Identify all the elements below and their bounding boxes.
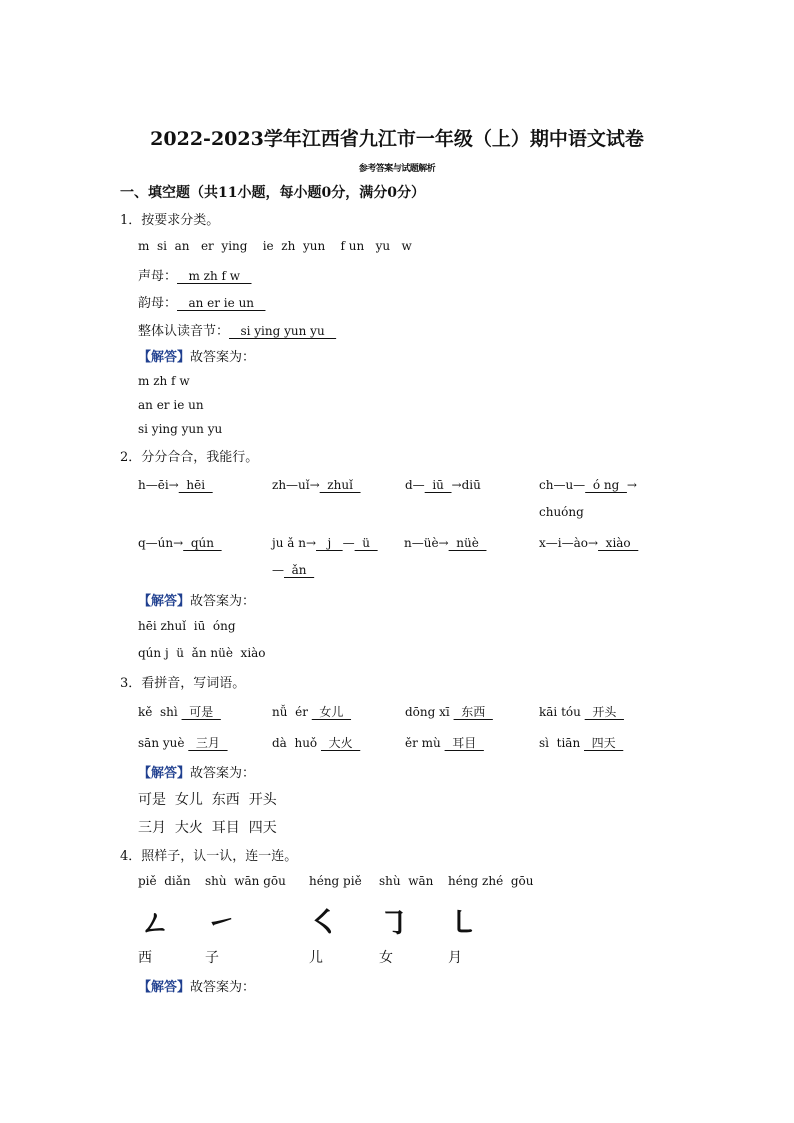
q3-item-answer: 三月 xyxy=(188,736,228,750)
q2-item-4-answer: ó ng xyxy=(585,478,627,492)
q2-item-7 xyxy=(404,536,486,550)
q3-item xyxy=(138,703,221,720)
stroke-symbol: ㇆ xyxy=(379,906,409,941)
q3-prompt: 3．看拼音，写词语。 xyxy=(120,676,246,691)
answer-is-label: 故答案为： xyxy=(190,350,256,365)
q2-item-3-suffix: →diū xyxy=(451,478,481,492)
q4-pinyin: piě diǎn xyxy=(138,874,191,888)
q3-item xyxy=(272,734,360,751)
q2-item-6-dash: — xyxy=(342,536,355,550)
q2-item-4-prompt: ch—u— xyxy=(539,478,586,492)
stroke-symbol: ㄥ xyxy=(140,906,170,941)
q1-syllables: m si an er ying ie zh yun f un yu w xyxy=(138,239,412,253)
zhengti-label: 整体认读音节： xyxy=(138,324,230,339)
q2-prompt: 2．分分合合，我能行。 xyxy=(120,450,259,465)
q2-item-4-result: chuóng xyxy=(539,505,584,519)
q3-item xyxy=(138,734,228,751)
q2-answer-2: qún j ü ǎn nüè xiào xyxy=(138,646,266,660)
q1-jieda xyxy=(138,346,255,365)
q2-item-6 xyxy=(272,536,378,550)
stroke-symbol: ㇀ xyxy=(206,906,236,941)
q3-answer-2: 三月 大火 耳目 四天 xyxy=(138,820,277,836)
q3-item xyxy=(539,703,624,720)
stroke-symbol: ㇛ xyxy=(309,906,339,941)
shengmu-answer: m zh f w xyxy=(177,269,252,283)
q2-item-6-cont xyxy=(272,563,314,577)
q3-item-answer: 东西 xyxy=(453,705,493,719)
q2-item-4 xyxy=(539,478,637,492)
answer-is-label: 故答案为： xyxy=(190,594,256,609)
answer-is-label: 故答案为： xyxy=(190,980,256,995)
q1-answer-3: si ying yun yu xyxy=(138,422,223,436)
q2-item-3 xyxy=(405,478,481,492)
jieda-label: 【解答】 xyxy=(138,980,191,995)
q4-char: 女 xyxy=(379,950,393,966)
q3-answer-1: 可是 女儿 东西 开头 xyxy=(138,792,277,808)
q2-item-8-prompt: x—i—ào→ xyxy=(539,536,599,550)
q3-item-pinyin: nǚ ér xyxy=(272,705,308,719)
q3-item xyxy=(405,703,493,720)
q2-item-7-prompt: n—üè→ xyxy=(404,536,449,550)
q2-item-2-prompt: zh—uǐ→ xyxy=(272,478,320,492)
q3-item-pinyin: sì tiān xyxy=(539,736,581,750)
q2-item-1 xyxy=(138,478,213,492)
q1-answer-1: m zh f w xyxy=(138,374,190,388)
q2-item-5 xyxy=(138,536,222,550)
q2-item-6-prompt: ju ǎ n→ xyxy=(272,536,317,550)
q3-item xyxy=(272,703,351,720)
q4-pinyin: shù wān gōu xyxy=(205,874,286,888)
q2-item-5-prompt: q—ún→ xyxy=(138,536,184,550)
q3-item-answer: 耳目 xyxy=(444,736,484,750)
q2-item-8 xyxy=(539,536,638,550)
q4-pinyin: shù wān xyxy=(379,874,434,888)
page-subtitle: 参考答案与试题解析 xyxy=(358,164,436,174)
q2-item-4-arrow: → xyxy=(626,478,637,492)
q3-item-pinyin: ěr mù xyxy=(405,736,441,750)
q1-zhengti-row xyxy=(138,320,336,339)
q2-answer-1: hēi zhuǐ iū óng xyxy=(138,619,236,633)
q2-jieda xyxy=(138,590,255,609)
zhengti-answer: si ying yun yu xyxy=(229,324,337,338)
q2-item-6-dash-2: — xyxy=(272,563,284,577)
q3-item-pinyin: dōng xī xyxy=(405,705,450,719)
q3-item-answer: 四天 xyxy=(584,736,624,750)
q4-prompt: 4．照样子，认一认，连一连。 xyxy=(120,849,298,864)
q2-item-6-answer-a: j xyxy=(316,536,343,550)
q2-item-5-answer: qún xyxy=(183,536,222,550)
yunmu-answer: an er ie un xyxy=(177,296,266,310)
answer-is-label: 故答案为： xyxy=(190,766,256,781)
q2-item-2 xyxy=(272,478,361,492)
q2-item-1-prompt: h—ēi→ xyxy=(138,478,179,492)
q2-item-1-answer: hēi xyxy=(178,478,213,492)
q2-item-3-prompt: d— xyxy=(405,478,425,492)
q4-pinyin: héng piě xyxy=(309,874,362,888)
q2-item-8-answer: xiào xyxy=(598,536,639,550)
q3-item xyxy=(539,734,623,751)
q1-answer-2: an er ie un xyxy=(138,398,204,412)
page-title: 2022-2023学年江西省九江市一年级（上）期中语文试卷 xyxy=(150,128,644,150)
q3-item xyxy=(405,734,484,751)
q2-item-2-answer: zhuǐ xyxy=(319,478,361,492)
q2-item-6-answer-c: ǎn xyxy=(284,563,315,577)
q3-item-pinyin: kāi tóu xyxy=(539,705,581,719)
jieda-label: 【解答】 xyxy=(138,350,191,365)
q4-char: 儿 xyxy=(309,950,323,966)
q3-item-pinyin: dà huǒ xyxy=(272,736,318,750)
q1-shengmu-row xyxy=(138,265,252,284)
jieda-label: 【解答】 xyxy=(138,594,191,609)
q2-item-6-answer-b: ü xyxy=(354,536,378,550)
q2-item-3-answer: iū xyxy=(424,478,452,492)
stroke-symbol: ㇄ xyxy=(448,906,478,941)
q3-item-answer: 大火 xyxy=(320,736,361,750)
section-heading: 一、填空题（共11小题，每小题0分，满分0分） xyxy=(120,185,425,201)
q3-item-pinyin: kě shì xyxy=(138,705,178,719)
q2-item-7-answer: nüè xyxy=(448,536,487,550)
q3-item-answer: 女儿 xyxy=(311,705,352,719)
q1-prompt: 1．按要求分类。 xyxy=(120,213,220,228)
jieda-label: 【解答】 xyxy=(138,766,191,781)
q3-item-pinyin: sān yuè xyxy=(138,736,185,750)
q4-pinyin: héng zhé gōu xyxy=(448,874,534,888)
q3-item-answer: 可是 xyxy=(181,705,221,719)
q3-item-answer: 开头 xyxy=(584,705,624,719)
q4-char: 西 xyxy=(138,950,152,966)
yunmu-label: 韵母： xyxy=(138,296,178,311)
q4-jieda xyxy=(138,976,255,995)
shengmu-label: 声母： xyxy=(138,269,178,284)
q1-yunmu-row xyxy=(138,292,265,311)
q3-jieda xyxy=(138,762,255,781)
q4-char: 月 xyxy=(448,950,462,966)
q4-char: 子 xyxy=(205,950,219,966)
